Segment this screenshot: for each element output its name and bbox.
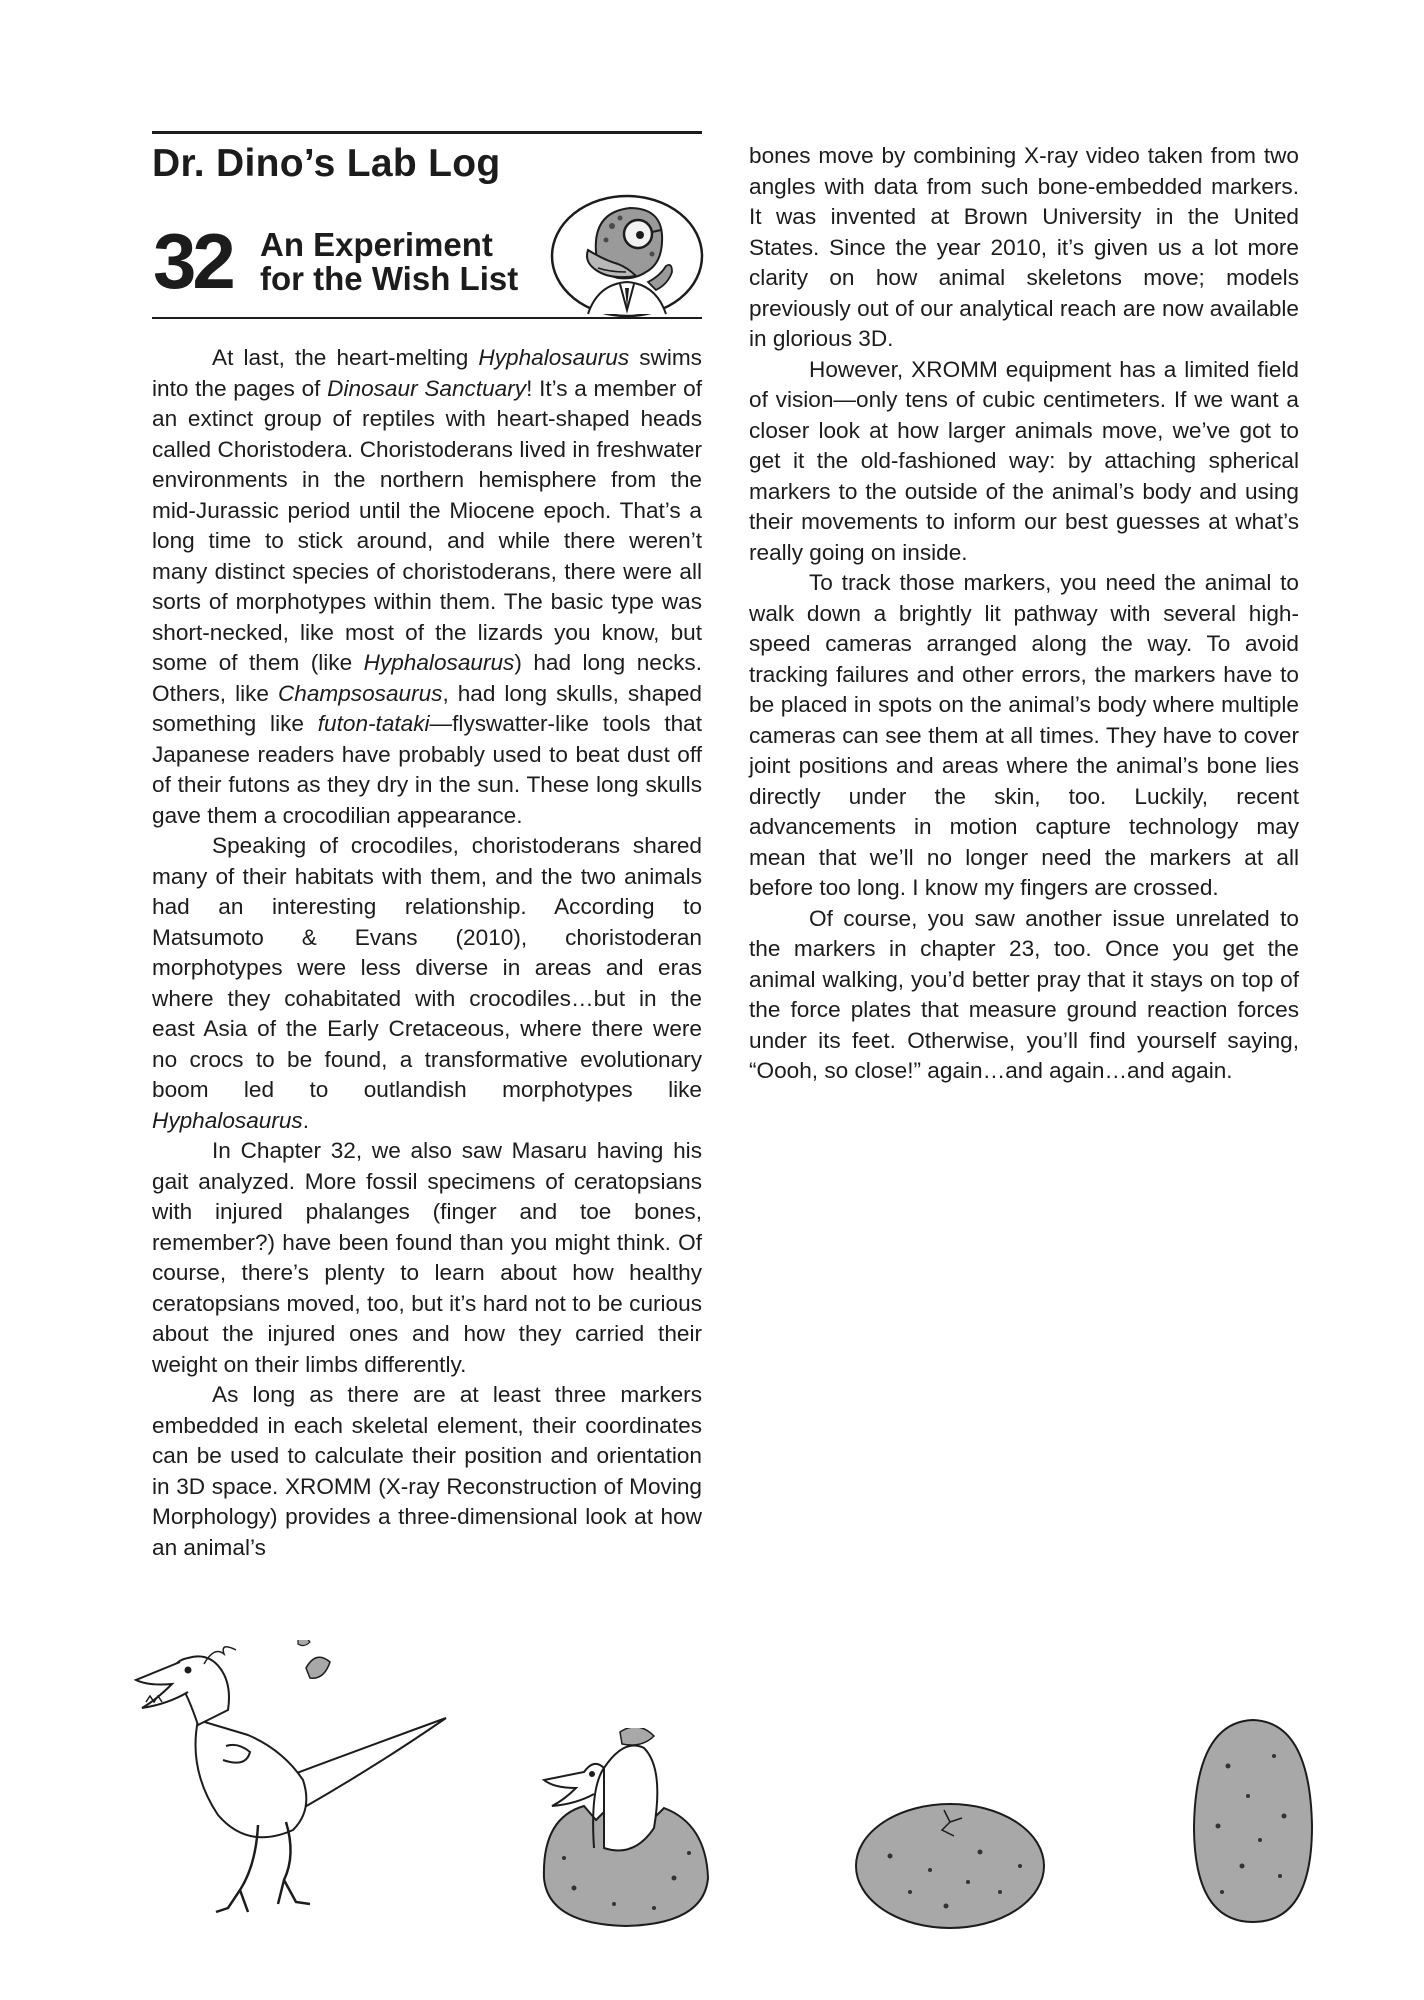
- term-italic: futon-tataki: [317, 711, 430, 736]
- body-column-right: [749, 141, 1299, 1087]
- paragraph-3: In Chapter 32, we also saw Masaru having his gait analyzed. More fossil specimens of ceratopsians with injured phalanges (finger and toe bones, remember?) have been found than you might think. Of course, there’s plenty to learn about how healthy ceratopsians moved, too, but it’s hard not to be curious about the injured ones and how they carried their weight on their limbs differently.: [152, 1138, 702, 1377]
- text-span: , had long skulls, shaped something like: [152, 680, 702, 736]
- paragraph-4: As long as there are at least three markers embedded in each skeletal element, their coordinates can be used to calculate their position and orientation in 3D space. XROMM (X-ray Reconstruction of Moving Morphology) provides a three-dimensional look at how an animal’s: [152, 1382, 702, 1560]
- paragraph-7: To track those markers, you need the animal to walk down a brightly lit pathway with several high-speed cameras arranged along the way. To avoid tracking failures and other errors, the markers have to be placed in spots on the animal’s body where multiple cameras can see them at all times. They have to cover joint positions and areas where the animal’s bone lies directly under the skin, too. Luckily, recent advancements in motion capture technology may mean that we’ll no longer need the markers at all before too long. I know my fingers are crossed.: [749, 570, 1299, 900]
- text-span: .: [302, 1107, 309, 1133]
- header-top-rule: [152, 131, 702, 134]
- paragraph-2: [152, 831, 702, 1136]
- chapter-subtitle: [260, 228, 518, 296]
- paragraph-8: Of course, you saw another issue unrelated to the markers in chapter 23, too. Once you get the animal walking, you’d better pray that it stays on top of the force plates that measure ground reaction forces under its feet. Otherwise, you’ll find yourself saying, “Oooh, so close!” again…and again…and again.: [749, 905, 1299, 1083]
- hatching-dinosaur-icon: [524, 1728, 724, 1928]
- subtitle-line-1: An Experiment: [260, 226, 493, 263]
- text-span: swims into the pages of: [152, 345, 702, 401]
- chapter-number: 32: [153, 217, 232, 305]
- cracking-egg-icon: [850, 1796, 1050, 1936]
- taxon-name: Hyphalosaurus: [152, 1107, 303, 1133]
- text-span: At last, the heart-melting: [212, 345, 479, 370]
- text-span: ! It’s a member of an extinct group of reptiles with heart-shaped heads called Choristodera. Choristoderans lived in freshwater environments in the northern hemisphere from the mid-Jurassic period until the Miocene epoch. That’s a long time to stick around, and while there weren’t many distinct species of choristoderans, there were all sorts of morphotypes within them. The basic type was short-necked, like most of the lizards you know, but some of them (like: [152, 375, 702, 675]
- paragraph-1: [152, 343, 702, 831]
- title-italic: Dinosaur Sanctuary: [327, 375, 527, 401]
- header-bottom-rule: [152, 317, 702, 319]
- paragraph-5: bones move by combining X-ray video taken from two angles with data from such bone-embedded markers. It was invented at Brown University in the United States. Since the year 2010, it’s given us a lot more clarity on how animal skeletons move; models previously out of our analytical reach are now available in glorious 3D.: [749, 143, 1299, 351]
- running-dinosaur-icon: [128, 1640, 458, 1940]
- standing-egg-icon: [1188, 1716, 1318, 1928]
- taxon-name: Hyphalosaurus: [478, 345, 630, 370]
- dr-dino-avatar-icon: [548, 192, 706, 324]
- subtitle-line-2: for the Wish List: [260, 260, 519, 297]
- taxon-name: Champsosaurus: [277, 680, 443, 706]
- text-span: Speaking of crocodiles, choristoderans shared many of their habitats with them, and the two animals had an interesting relationship. According to Matsumoto & Evans (2010), choristoderan morphotypes were less diverse in areas and eras where they cohabitated with crocodiles…but in the east Asia of the Early Cretaceous, where there were no crocs to be found, a transformative evolutionary boom led to outlandish morphotypes like: [152, 833, 702, 1102]
- series-title: Dr. Dino’s Lab Log: [152, 142, 501, 185]
- paragraph-6: However, XROMM equipment has a limited field of vision—only tens of cubic centimeters. If we want a closer look at how larger animals move, we’ve got to get it the old-fashioned way: by attaching spherical markers to the outside of the animal’s body and using their movements to inform our best guesses at what’s really going on inside.: [749, 356, 1299, 565]
- text-span: —flyswatter-like tools that Japanese readers have probably used to beat dust off of their futons as they dry in the sun. These long skulls gave them a crocodilian appearance.: [152, 711, 703, 828]
- body-column-left: [152, 343, 702, 1563]
- taxon-name: Hyphalosaurus: [363, 650, 515, 675]
- text-span: ) had long necks. Others, like: [152, 650, 702, 706]
